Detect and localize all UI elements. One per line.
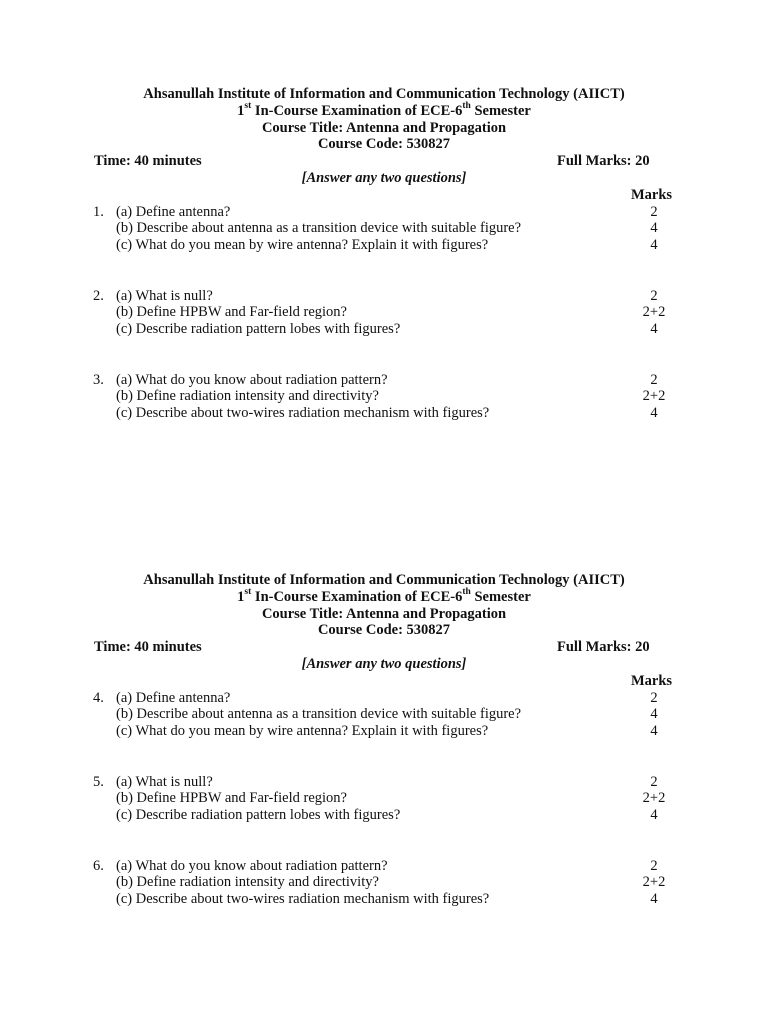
question-part bbox=[0, 690, 768, 707]
question-marks: 4 bbox=[650, 723, 658, 740]
question-text: (b) Define radiation intensity and directivity? bbox=[116, 874, 379, 891]
question-marks: 2 bbox=[650, 287, 658, 304]
course-code: Course Code: 530827 bbox=[317, 622, 451, 639]
full-marks: Full Marks: 20 bbox=[557, 153, 650, 170]
marks-column-header bbox=[0, 673, 768, 690]
exam-ordinal-suffix: st bbox=[244, 100, 252, 111]
question-text: (b) Describe about antenna as a transition device with suitable figure? bbox=[116, 220, 522, 237]
exam-semester: Semester bbox=[470, 102, 531, 119]
question-part bbox=[0, 807, 768, 824]
course-title: Course Title: Antenna and Propagation bbox=[261, 605, 507, 622]
exam-semester: Semester bbox=[470, 588, 531, 605]
question-text: (c) What do you mean by wire antenna? Explain it with figures? bbox=[116, 723, 489, 740]
question-marks: 4 bbox=[650, 891, 658, 908]
question-number: 5. bbox=[93, 773, 104, 790]
question-number: 1. bbox=[93, 203, 104, 220]
question-part bbox=[0, 237, 768, 254]
semester-suffix: th bbox=[462, 586, 471, 597]
instruction: [Answer any two questions] bbox=[301, 655, 467, 672]
question-text: (b) Define radiation intensity and directivity? bbox=[116, 388, 379, 405]
question-marks: 2+2 bbox=[642, 388, 666, 405]
question-text: (a) What is null? bbox=[116, 773, 213, 790]
exam-name: In-Course Examination of ECE-6 bbox=[251, 102, 463, 119]
question-text: (a) What do you know about radiation pattern? bbox=[116, 857, 388, 874]
question-part bbox=[0, 388, 768, 405]
question-marks: 2 bbox=[650, 689, 658, 706]
question-marks: 4 bbox=[650, 220, 658, 237]
marks-header-label: Marks bbox=[631, 186, 673, 203]
question-part bbox=[0, 372, 768, 389]
semester-suffix: th bbox=[462, 100, 471, 111]
institute-name: Ahsanullah Institute of Information and Communication Technology (AIICT) bbox=[143, 86, 625, 102]
exam-meta-row bbox=[0, 153, 768, 170]
question-part bbox=[0, 891, 768, 908]
question-text: (c) Describe radiation pattern lobes with figures? bbox=[116, 807, 401, 824]
full-marks: Full Marks: 20 bbox=[557, 639, 650, 656]
question-number: 2. bbox=[93, 287, 104, 304]
time-allowed: Time: 40 minutes bbox=[94, 153, 202, 170]
question bbox=[0, 858, 768, 908]
question-text: (b) Define HPBW and Far-field region? bbox=[116, 790, 347, 807]
question-marks: 2 bbox=[650, 857, 658, 874]
question-marks: 4 bbox=[650, 237, 658, 254]
question-text: (c) What do you mean by wire antenna? Explain it with figures? bbox=[116, 237, 489, 254]
exam-ordinal: 1 bbox=[237, 102, 245, 119]
marks-header-label: Marks bbox=[631, 672, 673, 689]
question-part bbox=[0, 220, 768, 237]
question bbox=[0, 372, 768, 422]
time-allowed: Time: 40 minutes bbox=[94, 639, 202, 656]
question-text: (b) Describe about antenna as a transition device with suitable figure? bbox=[116, 706, 522, 723]
question-part bbox=[0, 304, 768, 321]
spacer bbox=[0, 824, 768, 858]
question-number: 3. bbox=[93, 371, 104, 388]
question-number: 4. bbox=[93, 689, 104, 706]
question-marks: 2 bbox=[650, 773, 658, 790]
question-part bbox=[0, 405, 768, 422]
instruction: [Answer any two questions] bbox=[301, 169, 467, 186]
question-text: (a) What do you know about radiation pattern? bbox=[116, 371, 388, 388]
question-text: (a) Define antenna? bbox=[116, 203, 231, 220]
marks-column-header bbox=[0, 187, 768, 204]
exam-ordinal: 1 bbox=[237, 588, 245, 605]
institute-name: Ahsanullah Institute of Information and Communication Technology (AIICT) bbox=[143, 572, 625, 588]
question bbox=[0, 288, 768, 338]
exam-ordinal-suffix: st bbox=[244, 586, 252, 597]
question-text: (c) Describe about two-wires radiation mechanism with figures? bbox=[116, 405, 490, 422]
question-marks: 4 bbox=[650, 321, 658, 338]
exam-name: In-Course Examination of ECE-6 bbox=[251, 588, 463, 605]
question-part bbox=[0, 790, 768, 807]
question-paper-1 bbox=[0, 86, 768, 422]
spacer bbox=[0, 254, 768, 288]
question-marks: 2+2 bbox=[642, 874, 666, 891]
question-text: (b) Define HPBW and Far-field region? bbox=[116, 304, 347, 321]
question bbox=[0, 774, 768, 824]
course-title: Course Title: Antenna and Propagation bbox=[261, 119, 507, 136]
question-marks: 4 bbox=[650, 405, 658, 422]
question-part bbox=[0, 288, 768, 305]
question-text: (c) Describe radiation pattern lobes with figures? bbox=[116, 321, 401, 338]
question-marks: 4 bbox=[650, 706, 658, 723]
question-part bbox=[0, 706, 768, 723]
exam-meta-row bbox=[0, 639, 768, 656]
spacer bbox=[0, 338, 768, 372]
question-number: 6. bbox=[93, 857, 104, 874]
question-part bbox=[0, 321, 768, 338]
exam-title bbox=[0, 586, 768, 606]
question-part bbox=[0, 774, 768, 791]
question-part bbox=[0, 723, 768, 740]
question-marks: 2+2 bbox=[642, 790, 666, 807]
question-paper-2 bbox=[0, 572, 768, 908]
question-marks: 2 bbox=[650, 371, 658, 388]
question-part bbox=[0, 874, 768, 891]
question-marks: 4 bbox=[650, 807, 658, 824]
question-text: (a) Define antenna? bbox=[116, 689, 231, 706]
spacer bbox=[0, 740, 768, 774]
question bbox=[0, 690, 768, 740]
question-marks: 2 bbox=[650, 203, 658, 220]
question-text: (a) What is null? bbox=[116, 287, 213, 304]
question-text: (c) Describe about two-wires radiation mechanism with figures? bbox=[116, 891, 490, 908]
question bbox=[0, 204, 768, 254]
question-marks: 2+2 bbox=[642, 304, 666, 321]
exam-title bbox=[0, 100, 768, 120]
course-code: Course Code: 530827 bbox=[317, 136, 451, 153]
question-part bbox=[0, 204, 768, 221]
question-part bbox=[0, 858, 768, 875]
